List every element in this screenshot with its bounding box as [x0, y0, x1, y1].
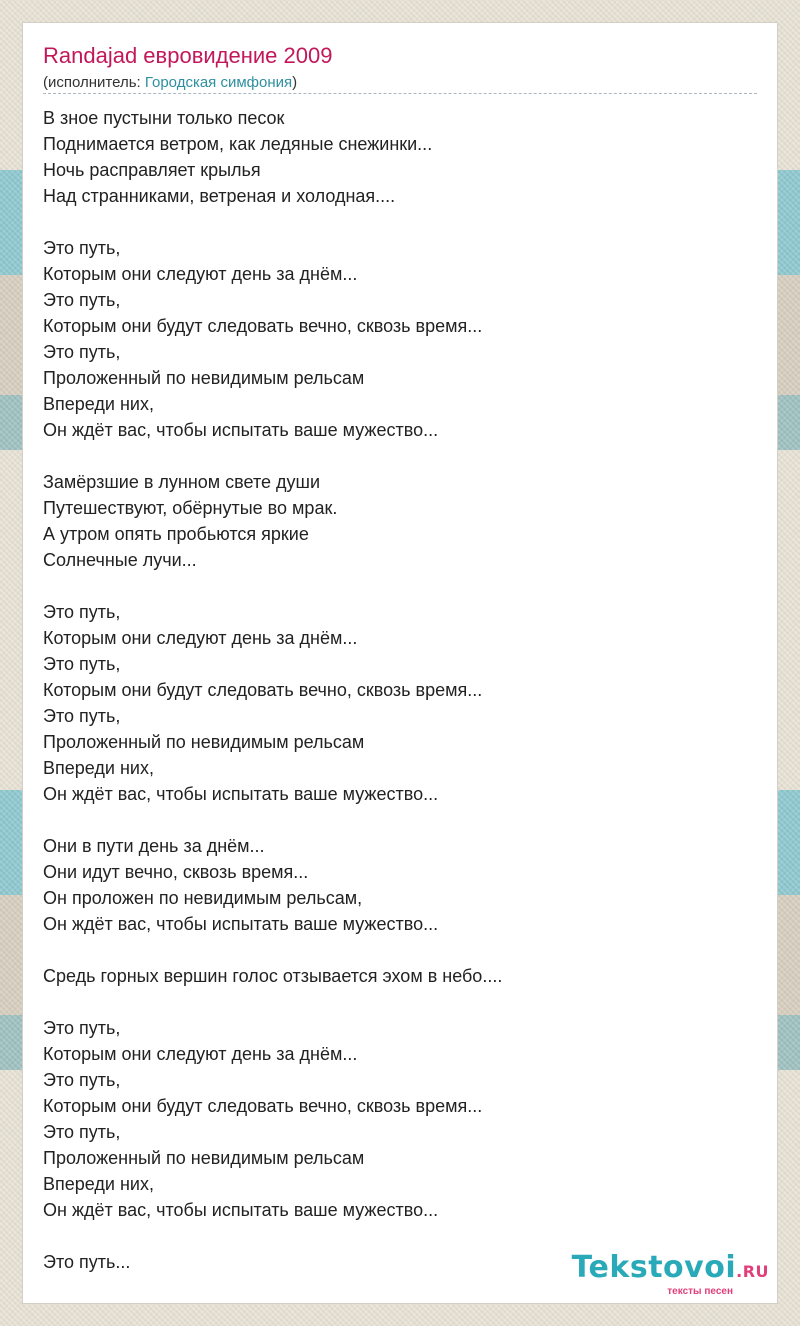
- lyric-line: Солнечные лучи...: [43, 550, 197, 570]
- title-divider: [43, 93, 757, 94]
- lyric-line: Это путь,: [43, 654, 121, 674]
- lyric-line: Он проложен по невидимым рельсам,: [43, 888, 363, 908]
- artist-prefix: (исполнитель:: [43, 74, 145, 91]
- lyric-line: Это путь,: [43, 342, 121, 362]
- lyric-line: Впереди них,: [43, 394, 154, 414]
- lyric-line: Он ждёт вас, чтобы испытать ваше мужество...: [43, 420, 439, 440]
- lyric-line: Они в пути день за днём...: [43, 836, 265, 856]
- lyric-line: Это путь,: [43, 1018, 121, 1038]
- lyric-line: А утром опять пробьются яркие: [43, 524, 309, 544]
- lyric-line: В зное пустыни только песок: [43, 108, 285, 128]
- artist-suffix: ): [292, 74, 298, 91]
- lyric-line: [43, 573, 502, 599]
- lyrics-text: [43, 105, 502, 1275]
- lyric-line: [43, 1223, 502, 1249]
- lyric-line: [43, 443, 502, 469]
- lyric-line: Средь горных вершин голос отзывается эхом в небо....: [43, 966, 503, 986]
- lyric-line: Он ждёт вас, чтобы испытать ваше мужество...: [43, 784, 439, 804]
- logo-tld: .RU: [736, 1262, 769, 1281]
- logo-wordmark: [572, 1252, 769, 1288]
- lyric-line: Которым они будут следовать вечно, сквозь время...: [43, 680, 483, 700]
- site-logo[interactable]: [572, 1252, 769, 1297]
- lyric-line: Проложенный по невидимым рельсам: [43, 1148, 365, 1168]
- lyric-line: Которым они будут следовать вечно, сквозь время...: [43, 1096, 483, 1116]
- lyric-line: [43, 937, 502, 963]
- song-title: Randajad евровидение 2009: [43, 43, 333, 68]
- lyric-line: Это путь,: [43, 290, 121, 310]
- lyric-line: Над странниками, ветреная и холодная....: [43, 186, 396, 206]
- artist-link[interactable]: Городская симфония: [144, 74, 293, 91]
- lyric-line: Впереди них,: [43, 758, 154, 778]
- lyric-line: Проложенный по невидимым рельсам: [43, 732, 365, 752]
- lyric-line: [43, 989, 502, 1015]
- lyric-line: Путешествуют, обёрнутые во мрак.: [43, 498, 338, 518]
- lyrics-card: [22, 22, 778, 1304]
- artist-line: [43, 74, 297, 91]
- lyric-line: Это путь...: [43, 1252, 131, 1272]
- lyric-line: Которым они будут следовать вечно, сквозь время...: [43, 316, 483, 336]
- lyric-line: [43, 807, 502, 833]
- lyric-line: Впереди них,: [43, 1174, 154, 1194]
- lyric-line: Он ждёт вас, чтобы испытать ваше мужество...: [43, 1200, 439, 1220]
- lyric-line: Он ждёт вас, чтобы испытать ваше мужество...: [43, 914, 439, 934]
- lyric-line: Которым они следуют день за днём...: [43, 628, 358, 648]
- logo-name: Tekstovoi: [571, 1250, 737, 1285]
- lyric-line: Поднимается ветром, как ледяные снежинки...: [43, 134, 433, 154]
- lyric-line: Ночь расправляет крылья: [43, 160, 261, 180]
- lyric-line: Это путь,: [43, 1070, 121, 1090]
- lyric-line: Замёрзшие в лунном свете души: [43, 472, 320, 492]
- lyric-line: [43, 209, 502, 235]
- lyric-line: Это путь,: [43, 706, 121, 726]
- logo-tagline: тексты песен: [667, 1286, 733, 1297]
- lyric-line: Которым они следуют день за днём...: [43, 264, 358, 284]
- lyric-line: Которым они следуют день за днём...: [43, 1044, 358, 1064]
- lyric-line: Это путь,: [43, 238, 121, 258]
- lyric-line: Проложенный по невидимым рельсам: [43, 368, 365, 388]
- lyric-line: Это путь,: [43, 1122, 121, 1142]
- lyric-line: Это путь,: [43, 602, 121, 622]
- lyric-line: Они идут вечно, сквозь время...: [43, 862, 309, 882]
